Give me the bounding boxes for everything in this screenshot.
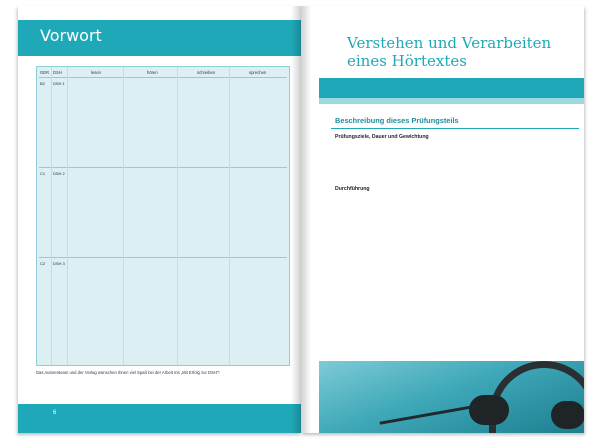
level-ger: B2 [40, 81, 45, 86]
left-bottom-band [18, 404, 301, 433]
level-dsh: DSH 1 [53, 81, 65, 86]
open-book [18, 6, 584, 433]
table-col-rule [177, 67, 178, 365]
table-col-rule [229, 67, 230, 365]
level-dsh: DSH 3 [53, 261, 65, 266]
page-title: Vorwort [40, 26, 102, 45]
table-col-rule [51, 67, 52, 365]
table-row-rule [39, 167, 287, 168]
table-header-ger: GER [40, 70, 50, 75]
headphones-cable-shape [379, 404, 478, 424]
right-page [301, 6, 584, 433]
chapter-title: Verstehen und Verarbeiten eines Hörtextes [347, 34, 552, 70]
subheading-goals: Prüfungsziele, Dauer und Gewichtung [335, 134, 429, 140]
headphones-cup-shape [551, 401, 584, 429]
right-header-band-light [319, 98, 584, 104]
left-page [18, 6, 301, 433]
page-number: 6 [53, 410, 57, 416]
preface-footer-text: Das Autorenteam und der Verlag wünschen Ihnen viel Spaß bei der Arbeit mit „Mit Erfolg zur DSH"! [36, 370, 220, 375]
right-header-band [319, 78, 584, 98]
level-ger: C1 [40, 171, 46, 176]
table-header-hoeren: hören [147, 70, 158, 75]
table-header-dsh: DSH [53, 70, 62, 75]
table-header-lesen: lesen [91, 70, 102, 75]
table-col-rule [67, 67, 68, 365]
headphones-photo [319, 361, 584, 433]
table-row-rule [39, 257, 287, 258]
level-dsh: DSH 2 [53, 171, 65, 176]
section-rule [331, 128, 579, 129]
left-header-band [18, 20, 301, 56]
table-header-schreiben: schreiben [197, 70, 216, 75]
table-header-sprechen: sprechen [249, 70, 267, 75]
table-header-rule [39, 77, 287, 78]
table-col-rule [123, 67, 124, 365]
level-ger: C2 [40, 261, 46, 266]
skills-table [36, 66, 290, 366]
section-title: Beschreibung dieses Prüfungsteils [335, 116, 459, 125]
subheading-procedure: Durchführung [335, 186, 370, 192]
headphones-cup-shape [469, 395, 509, 425]
